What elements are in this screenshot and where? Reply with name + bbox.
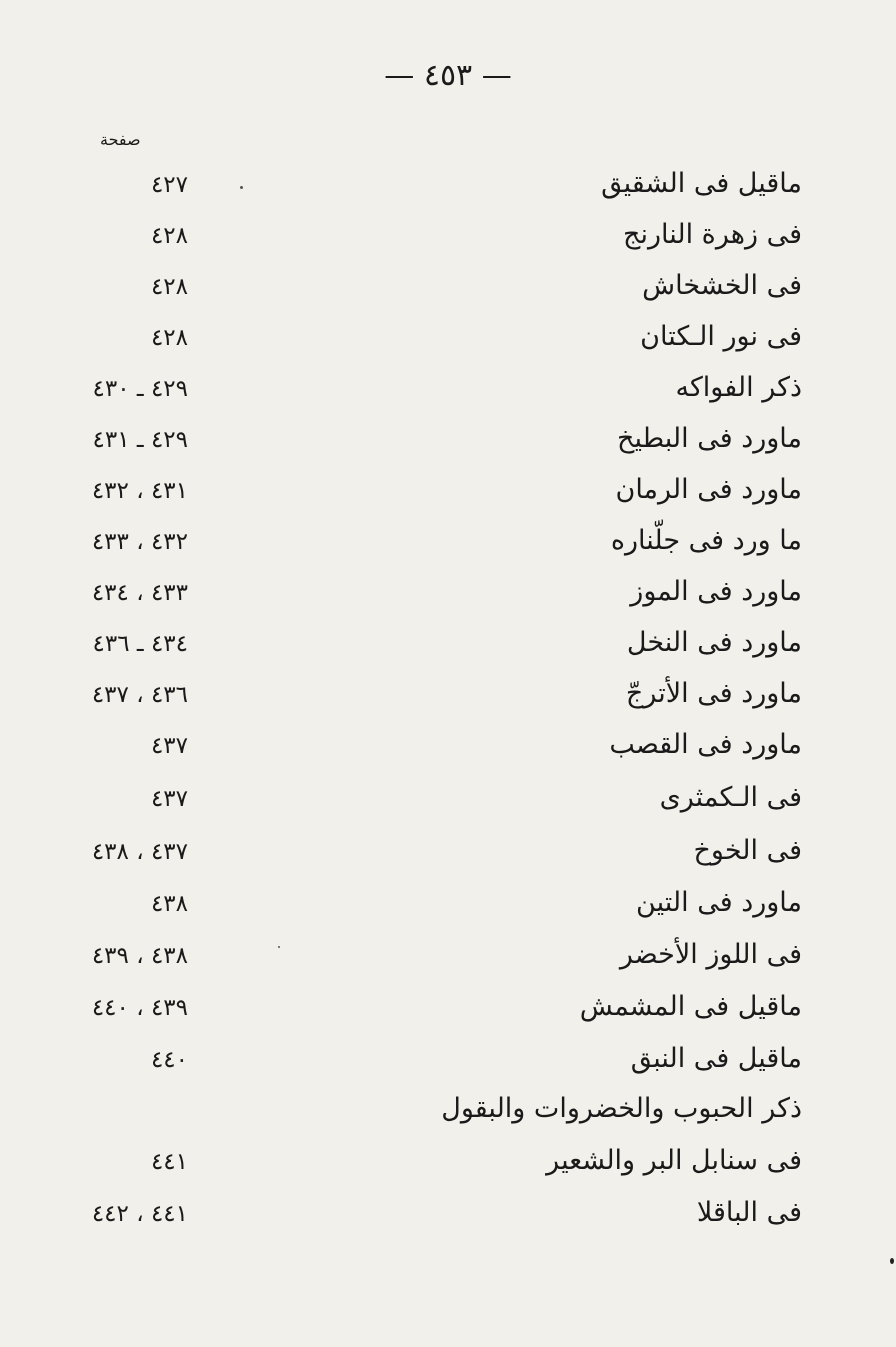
entry-pages: ٤٣٤ ـ ٤٣٦	[92, 631, 188, 657]
index-section-heading	[0, 1093, 896, 1143]
entry-pages: ٤٣٢ ، ٤٣٣	[91, 529, 188, 555]
entry-title: ماورد فى البطيخ	[617, 423, 802, 454]
page-number: — ٤٥٣ —	[384, 58, 512, 93]
entry-title: ذكر الفواكه	[675, 372, 802, 403]
entry-title: فى سنابل البر والشعير	[546, 1145, 802, 1176]
index-entry	[0, 372, 896, 422]
entry-title: فى الـكمثرى	[659, 782, 802, 813]
entry-title: ماقيل فى المشمش	[579, 991, 802, 1022]
entry-pages: ٤٢٩ ـ ٤٣١	[92, 427, 188, 453]
entry-title: فى زهرة النارنج	[623, 219, 802, 250]
index-entry	[0, 835, 896, 885]
entry-pages: ٤٣١ ، ٤٣٢	[91, 478, 188, 504]
entry-title: فى الخشخاش	[642, 270, 802, 301]
index-entry	[0, 991, 896, 1041]
entry-title: ماورد فى الموز	[630, 576, 802, 607]
index-entry	[0, 321, 896, 371]
index-entry	[0, 270, 896, 320]
entry-pages: ٤٤١ ، ٤٤٢	[91, 1201, 188, 1227]
entry-pages: ٤٣٩ ، ٤٤٠	[91, 995, 188, 1021]
entry-title: ماقيل فى النبق	[630, 1043, 802, 1074]
entry-title: ذكر الحبوب والخضروات والبقول	[441, 1093, 802, 1124]
index-entry	[0, 423, 896, 473]
paper-speck	[240, 186, 243, 189]
index-entry	[0, 1043, 896, 1093]
index-entry	[0, 887, 896, 937]
entry-pages: ٤٣٧	[150, 733, 188, 759]
entry-pages: ٤٣٣ ، ٤٣٤	[91, 580, 188, 606]
entry-pages: ٤٣٨ ، ٤٣٩	[91, 943, 188, 969]
index-entry	[0, 729, 896, 779]
entry-title: ماورد فى الرمان	[615, 474, 802, 505]
index-entry	[0, 525, 896, 575]
entry-title: فى اللوز الأخضر	[619, 939, 802, 970]
index-entry	[0, 939, 896, 989]
entry-title: ماورد فى النخل	[626, 627, 802, 658]
entry-pages: ٤٢٩ ـ ٤٣٠	[92, 376, 188, 402]
entry-pages: ٤٢٨	[150, 325, 188, 351]
index-entry	[0, 168, 896, 218]
entry-title: فى الخوخ	[693, 835, 802, 866]
index-entry	[0, 576, 896, 626]
entry-pages: ٤٣٧	[150, 786, 188, 812]
entry-title: ماورد فى التين	[636, 887, 802, 918]
entry-pages: ٤٢٧	[150, 172, 188, 198]
index-entry	[0, 627, 896, 677]
index-entry	[0, 1197, 896, 1247]
entry-pages: ٤٣٦ ، ٤٣٧	[91, 682, 188, 708]
entry-pages: ٤٢٨	[150, 223, 188, 249]
entry-title: فى الباقلا	[696, 1197, 802, 1228]
entry-pages: ٤٢٨	[150, 274, 188, 300]
index-entry	[0, 474, 896, 524]
entry-pages: ٤٤١	[150, 1149, 188, 1175]
index-entry	[0, 219, 896, 269]
entry-title: ما ورد فى جلّناره	[610, 525, 802, 556]
entry-title: ماورد فى الأترجّ	[625, 678, 802, 709]
entry-pages: ٤٤٠	[150, 1047, 188, 1073]
page-column-header: صفحة	[100, 130, 141, 149]
entry-title: فى نور الـكتان	[640, 321, 802, 352]
index-entry	[0, 782, 896, 832]
entry-title: ماورد فى القصب	[609, 729, 802, 760]
paper-speck	[278, 946, 280, 948]
index-entry	[0, 678, 896, 728]
entry-pages: ٤٣٨	[150, 891, 188, 917]
entry-pages: ٤٣٧ ، ٤٣٨	[91, 839, 188, 865]
entry-title: ماقيل فى الشقيق	[601, 168, 802, 199]
paper-speck	[890, 1258, 894, 1264]
index-entry	[0, 1145, 896, 1195]
